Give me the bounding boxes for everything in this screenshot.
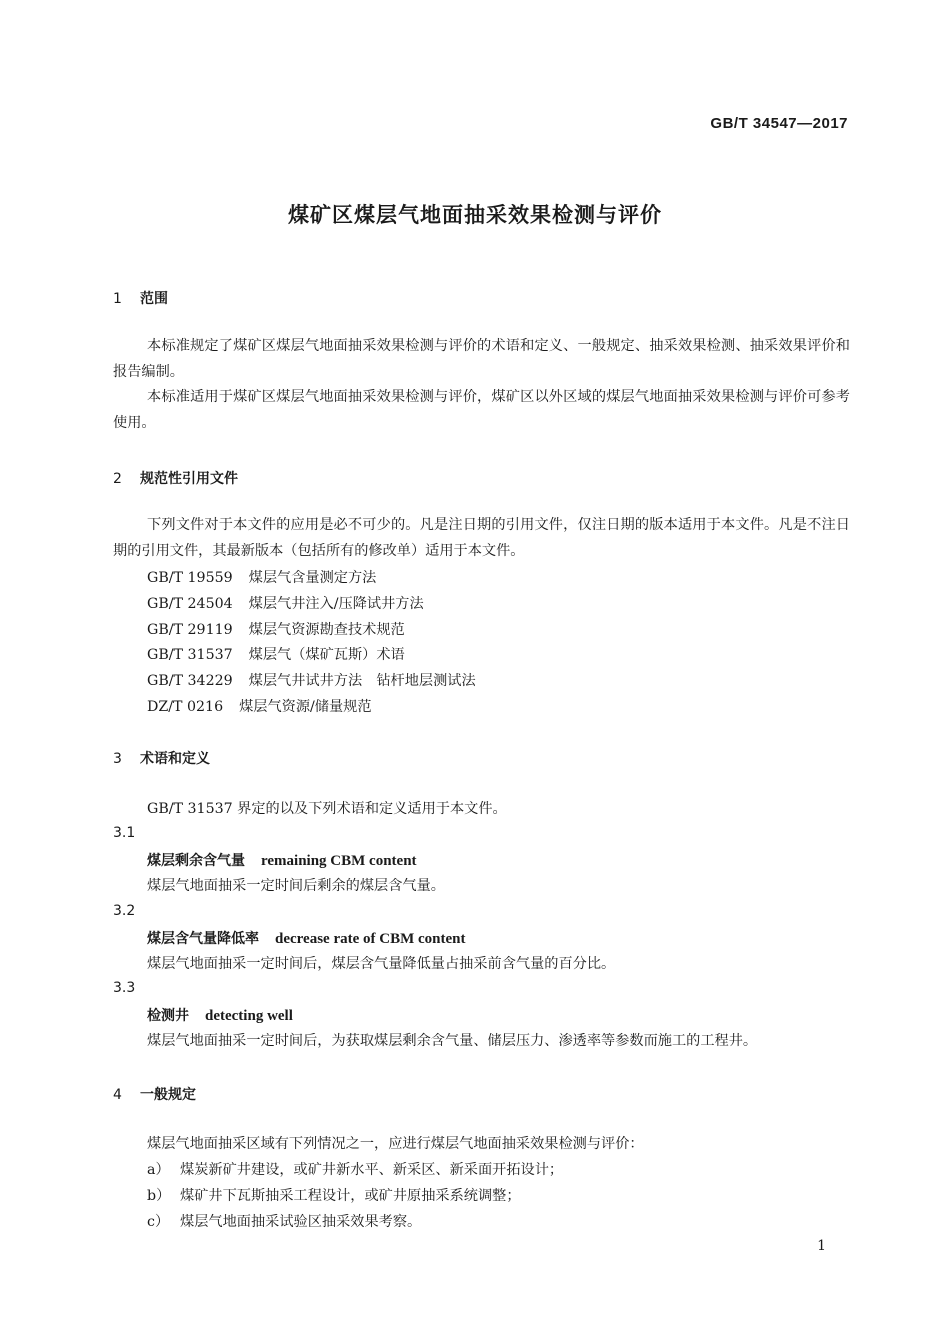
terms-intro: GB/T 31537 界定的以及下列术语和定义适用于本文件。 [147, 801, 507, 817]
term-definition: 煤层气地面抽采一定时间后剩余的煤层含气量。 [147, 878, 445, 894]
list-item-label: a） [147, 1162, 170, 1178]
reference-item [147, 593, 424, 613]
reference-name: 煤层气井试井方法 钻杆地层测试法 [248, 673, 476, 689]
section-title: 规范性引用文件 [140, 471, 238, 487]
scope-paragraph: 本标准适用于煤矿区煤层气地面抽采效果检测与评价，煤矿区以外区域的煤层气地面抽采效果检测与评价可参考使用。 [113, 389, 850, 431]
reference-name: 煤层气资源/储量规范 [239, 699, 372, 715]
list-item-text: 煤矿井下瓦斯抽采工程设计，或矿井原抽采系统调整； [180, 1188, 521, 1204]
reference-name: 煤层气井注入/压降试井方法 [248, 596, 424, 612]
standard-number: GB/T 34547—2017 [710, 115, 848, 132]
section-1-heading [113, 288, 168, 308]
term-heading [147, 850, 417, 870]
section-title: 一般规定 [140, 1087, 196, 1103]
term-zh: 煤层剩余含气量 [147, 853, 245, 869]
reference-code: GB/T 19559 [147, 570, 233, 586]
reference-name: 煤层气资源勘查技术规范 [248, 622, 405, 638]
section-number: 3 [113, 751, 122, 767]
term-definition: 煤层气地面抽采一定时间后，煤层含气量降低量占抽采前含气量的百分比。 [147, 956, 616, 972]
reference-code: GB/T 29119 [147, 622, 233, 638]
reference-code: GB/T 34229 [147, 673, 233, 689]
list-item-text: 煤炭新矿井建设，或矿井新水平、新采区、新采面开拓设计； [180, 1162, 564, 1178]
term-number: 3.1 [113, 825, 136, 841]
list-item [147, 1159, 563, 1179]
section-title: 术语和定义 [140, 751, 210, 767]
section-title: 范围 [140, 291, 168, 307]
list-item-label: c） [147, 1214, 170, 1230]
list-item-text: 煤层气地面抽采试验区抽采效果考察。 [180, 1214, 422, 1230]
section-number: 4 [113, 1087, 122, 1103]
section-number: 1 [113, 291, 122, 307]
reference-item [147, 619, 405, 639]
reference-code: GB/T 24504 [147, 596, 233, 612]
section-2-heading [113, 468, 238, 488]
scope-paragraph: 本标准规定了煤矿区煤层气地面抽采效果检测与评价的术语和定义、一般规定、抽采效果检测、抽采效果评价和报告编制。 [113, 338, 850, 380]
term-number: 3.3 [113, 980, 136, 996]
list-item [147, 1211, 421, 1231]
section-4-heading [113, 1084, 196, 1104]
reference-item [147, 644, 405, 664]
section-number: 2 [113, 471, 122, 487]
term-zh: 检测井 [147, 1008, 189, 1024]
reference-item [147, 670, 476, 690]
reference-item [147, 696, 372, 716]
term-heading [147, 1005, 293, 1025]
term-en: detecting well [205, 1008, 293, 1024]
section-3-heading [113, 748, 210, 768]
term-heading [147, 928, 466, 948]
document-title: 煤矿区煤层气地面抽采效果检测与评价 [288, 203, 662, 227]
reference-name: 煤层气含量测定方法 [248, 570, 377, 586]
page-number: 1 [817, 1238, 826, 1254]
term-definition: 煤层气地面抽采一定时间后，为获取煤层剩余含气量、储层压力、渗透率等参数而施工的工程井。 [147, 1033, 758, 1049]
list-item [147, 1185, 521, 1205]
general-rules-intro: 煤层气地面抽采区域有下列情况之一，应进行煤层气地面抽采效果检测与评价： [147, 1136, 644, 1152]
reference-code: DZ/T 0216 [147, 699, 224, 715]
reference-item [147, 567, 376, 587]
reference-name: 煤层气（煤矿瓦斯）术语 [248, 647, 405, 663]
list-item-label: b） [147, 1188, 171, 1204]
term-zh: 煤层含气量降低率 [147, 931, 259, 947]
references-intro: 下列文件对于本文件的应用是必不可少的。凡是注日期的引用文件，仅注日期的版本适用于本文件。凡是不注日期的引用文件，其最新版本（包括所有的修改单）适用于本文件。 [113, 517, 850, 559]
term-en: remaining CBM content [261, 853, 417, 869]
term-en: decrease rate of CBM content [275, 931, 466, 947]
term-number: 3.2 [113, 903, 136, 919]
reference-code: GB/T 31537 [147, 647, 233, 663]
